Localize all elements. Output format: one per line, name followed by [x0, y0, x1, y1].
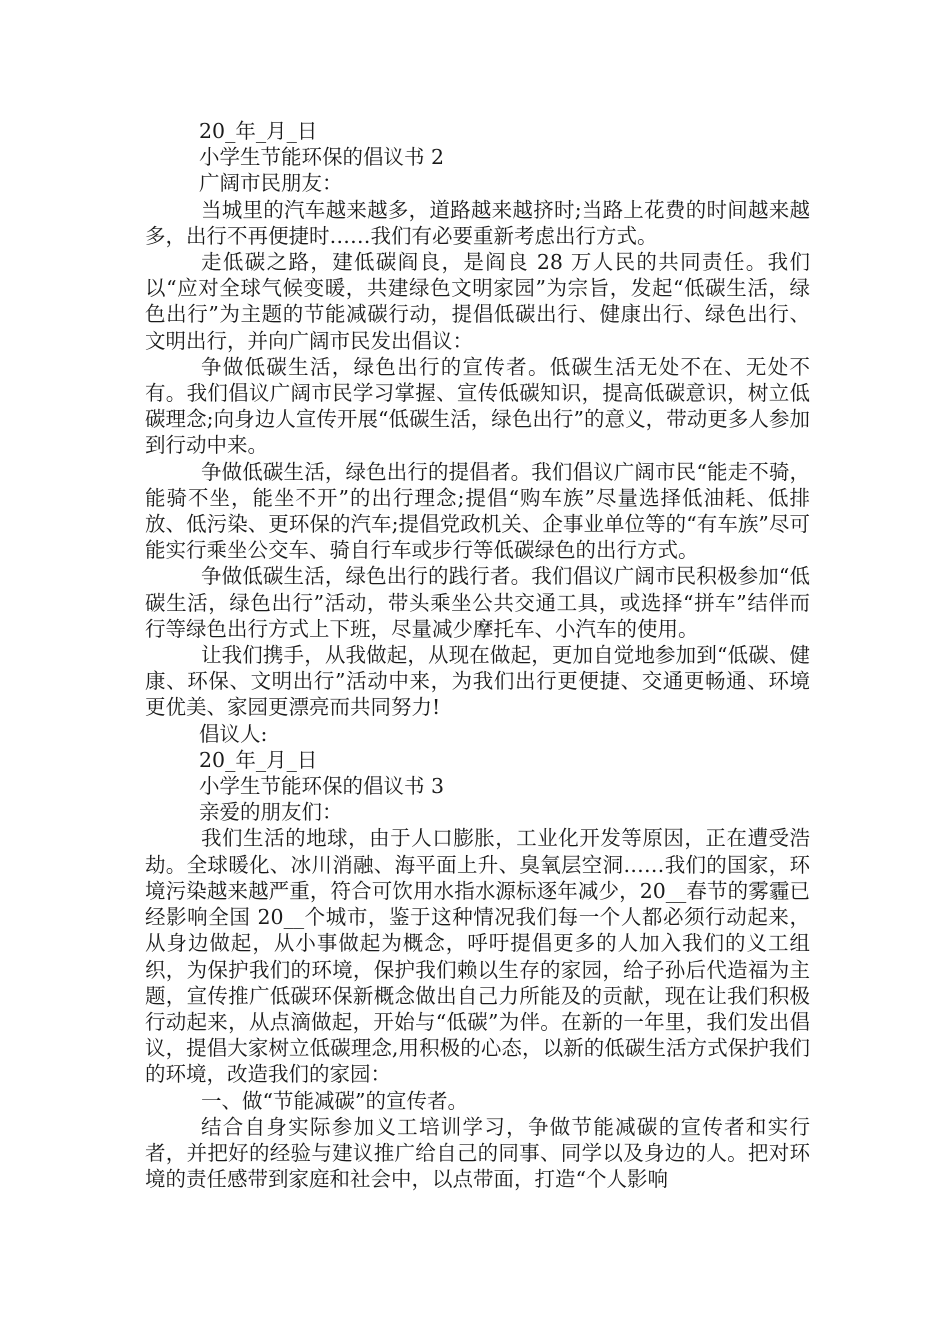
signer-line: 倡议人:: [199, 721, 268, 746]
date-line: 20_年_月_日: [199, 747, 318, 772]
date-line: 20_年_月_日: [199, 119, 318, 143]
document-title: 小学生节能环保的倡议书 3: [199, 774, 445, 799]
document-title: 小学生节能环保的倡议书 2: [199, 145, 445, 170]
body-paragraph: 我们生活的地球，由于人口膨胀，工业化开发等原因，正在遭受浩劫。全球暖化、冰川消融、海平面上升、臭氧层空洞……我们的国家，环境污染越来越严重，符合可饮用水指水源标逐年减少，20__春节的雾霾已经影响全国 20__个城市，鉴于这种情况我们每一个人都必须行动起来，从身边做起，从小事做起为概念，呼吁提倡更多的人加入我们的义工组织，为保护我们的环境，保护我们赖以生存的家园，给子孙后代造福为主题，宣传推广低碳环保新概念做出自己力所能及的贡献，现在让我们积极行动起来，从点滴做起，开始与“低碳”为伴。在新的一年里，我们发出倡议，提倡大家树立低碳理念,用积极的心态，以新的低碳生活方式保护我们的环境，改造我们的家园：: [145, 826, 810, 1087]
salutation: 广阔市民朋友：: [199, 171, 343, 196]
salutation: 亲爱的朋友们：: [199, 800, 343, 825]
body-paragraph: 争做低碳生活，绿色出行的提倡者。我们倡议广阔市民“能走不骑，能骑不坐，能坐不开”的出行理念;提倡“购车族”尽量选择低油耗、低排放、低污染、更环保的汽车;提倡党政机关、企事业单位等的“有车族”尽可能实行乘坐公交车、骑自行车或步行等低碳绿色的出行方式。: [145, 459, 810, 563]
body-paragraph: 争做低碳生活，绿色出行的宣传者。低碳生活无处不在、无处不有。我们倡议广阔市民学习掌握、宣传低碳知识，提高低碳意识，树立低碳理念;向身边人宣传开展“低碳生活，绿色出行”的意义，带动更多人参加到行动中来。: [145, 354, 810, 458]
section-heading: 一、做“节能减碳”的宣传者。: [201, 1088, 468, 1113]
body-paragraph: 当城里的汽车越来越多，道路越来越挤时;当路上花费的时间越来越多，出行不再便捷时……我们有必要重新考虑出行方式。: [145, 197, 810, 248]
body-paragraph: 争做低碳生活，绿色出行的践行者。我们倡议广阔市民积极参加“低碳生活，绿色出行”活动，带头乘坐公共交通工具，或选择“拼车”结伴而行等绿色出行方式上下班，尽量减少摩托车、小汽车的使用。: [145, 564, 810, 641]
body-paragraph: 结合自身实际参加义工培训学习，争做节能减碳的宣传者和实行者，并把好的经验与建议推广给自己的同事、同学以及身边的人。把对环境的责任感带到家庭和社会中，以点带面，打造“个人影响: [145, 1114, 810, 1192]
body-paragraph: 让我们携手，从我做起，从现在做起，更加自觉地参加到“低碳、健康、环保、文明出行”活动中来，为我们出行更便捷、交通更畅通、环境更优美、家园更漂亮而共同努力!: [145, 643, 810, 720]
document-page: [145, 118, 810, 1192]
body-paragraph: 走低碳之路，建低碳阎良，是阎良 28 万人民的共同责任。我们以“应对全球气候变暖，共建绿色文明家园”为宗旨，发起“低碳生活，绿色出行”为主题的节能减碳行动，提倡低碳出行、健康出行、绿色出行、文明出行，并向广阔市民发出倡议：: [145, 250, 810, 353]
